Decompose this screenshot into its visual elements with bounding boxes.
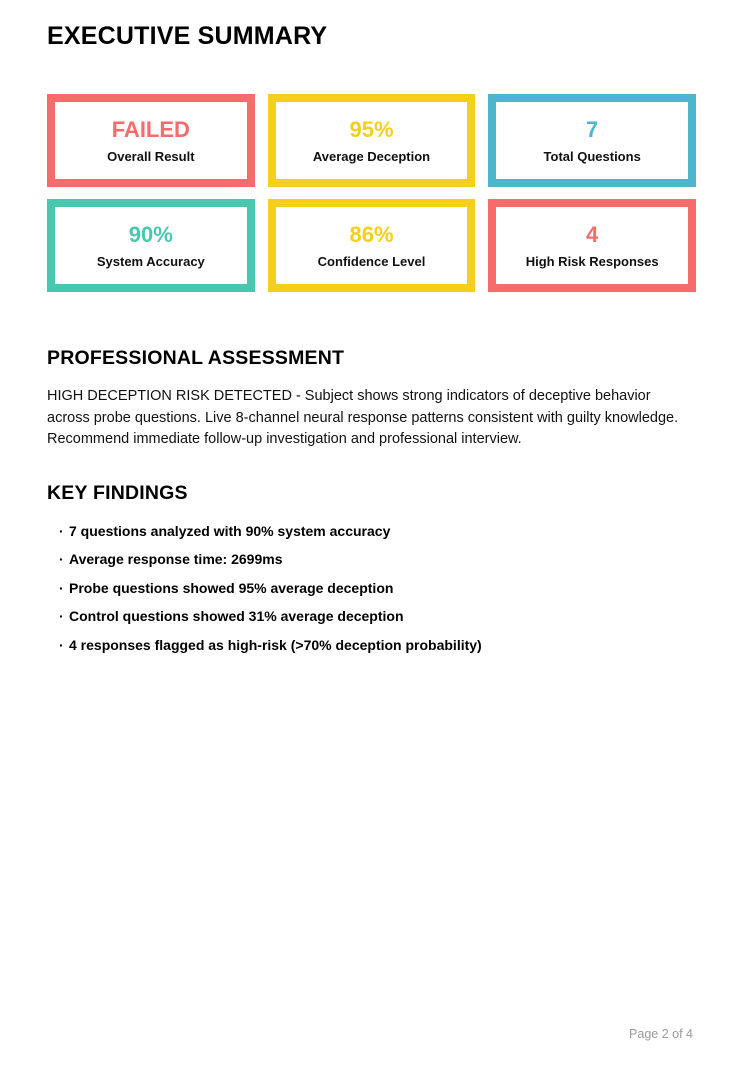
report-page (0, 22, 743, 652)
summary-cards (47, 94, 696, 292)
stat-value: 86% (349, 221, 394, 247)
bullet-icon: · (59, 579, 64, 596)
stat-label: Confidence Level (317, 253, 426, 269)
list-item-text: Average response time: 2699ms (69, 551, 283, 567)
stat-label: High Risk Responses (525, 253, 659, 269)
page-number: Page 2 of 4 (629, 1027, 693, 1041)
stat-card-high-risk-responses (488, 199, 696, 292)
list-item-text: Probe questions showed 95% average deception (69, 579, 394, 596)
list-item (59, 524, 696, 538)
list-item (59, 552, 696, 566)
stat-label: System Accuracy (96, 253, 205, 269)
stat-card-confidence-level (268, 199, 476, 292)
bullet-icon: · (59, 636, 64, 653)
stat-card-total-questions (488, 94, 696, 187)
stat-card-overall-result (47, 94, 255, 187)
stat-value: 95% (349, 116, 394, 142)
list-item (59, 638, 696, 652)
stat-label: Total Questions (543, 148, 641, 164)
stat-label: Overall Result (107, 148, 195, 164)
professional-assessment-heading: PROFESSIONAL ASSESSMENT (47, 347, 345, 369)
list-item (59, 609, 696, 623)
professional-assessment-body: HIGH DECEPTION RISK DETECTED - Subject shows strong indicators of deceptive behavior across probe questions. Live 8-channel neural response patterns consistent with guilty knowledge. Recommend immediate follow-up investigation and professional interview. (47, 388, 679, 447)
list-item-text: 7 questions analyzed with 90% system accuracy (69, 522, 391, 539)
stat-value: 90% (128, 221, 173, 247)
bullet-icon: · (59, 522, 64, 539)
stat-card-average-deception (268, 94, 476, 187)
key-findings-heading: KEY FINDINGS (47, 481, 188, 504)
key-findings-list (47, 524, 696, 652)
stat-label: Average Deception (312, 148, 431, 164)
stat-card-system-accuracy (47, 199, 255, 292)
bullet-icon: · (59, 608, 64, 624)
list-item (59, 581, 696, 595)
stat-value: FAILED (111, 116, 190, 142)
bullet-icon: · (59, 551, 64, 567)
stat-value: 7 (586, 116, 599, 142)
list-item-text: Control questions showed 31% average deception (69, 608, 404, 624)
page-title: EXECUTIVE SUMMARY (47, 22, 328, 50)
list-item-text: 4 responses flagged as high-risk (>70% deception probability) (69, 636, 482, 653)
stat-value: 4 (586, 221, 599, 247)
